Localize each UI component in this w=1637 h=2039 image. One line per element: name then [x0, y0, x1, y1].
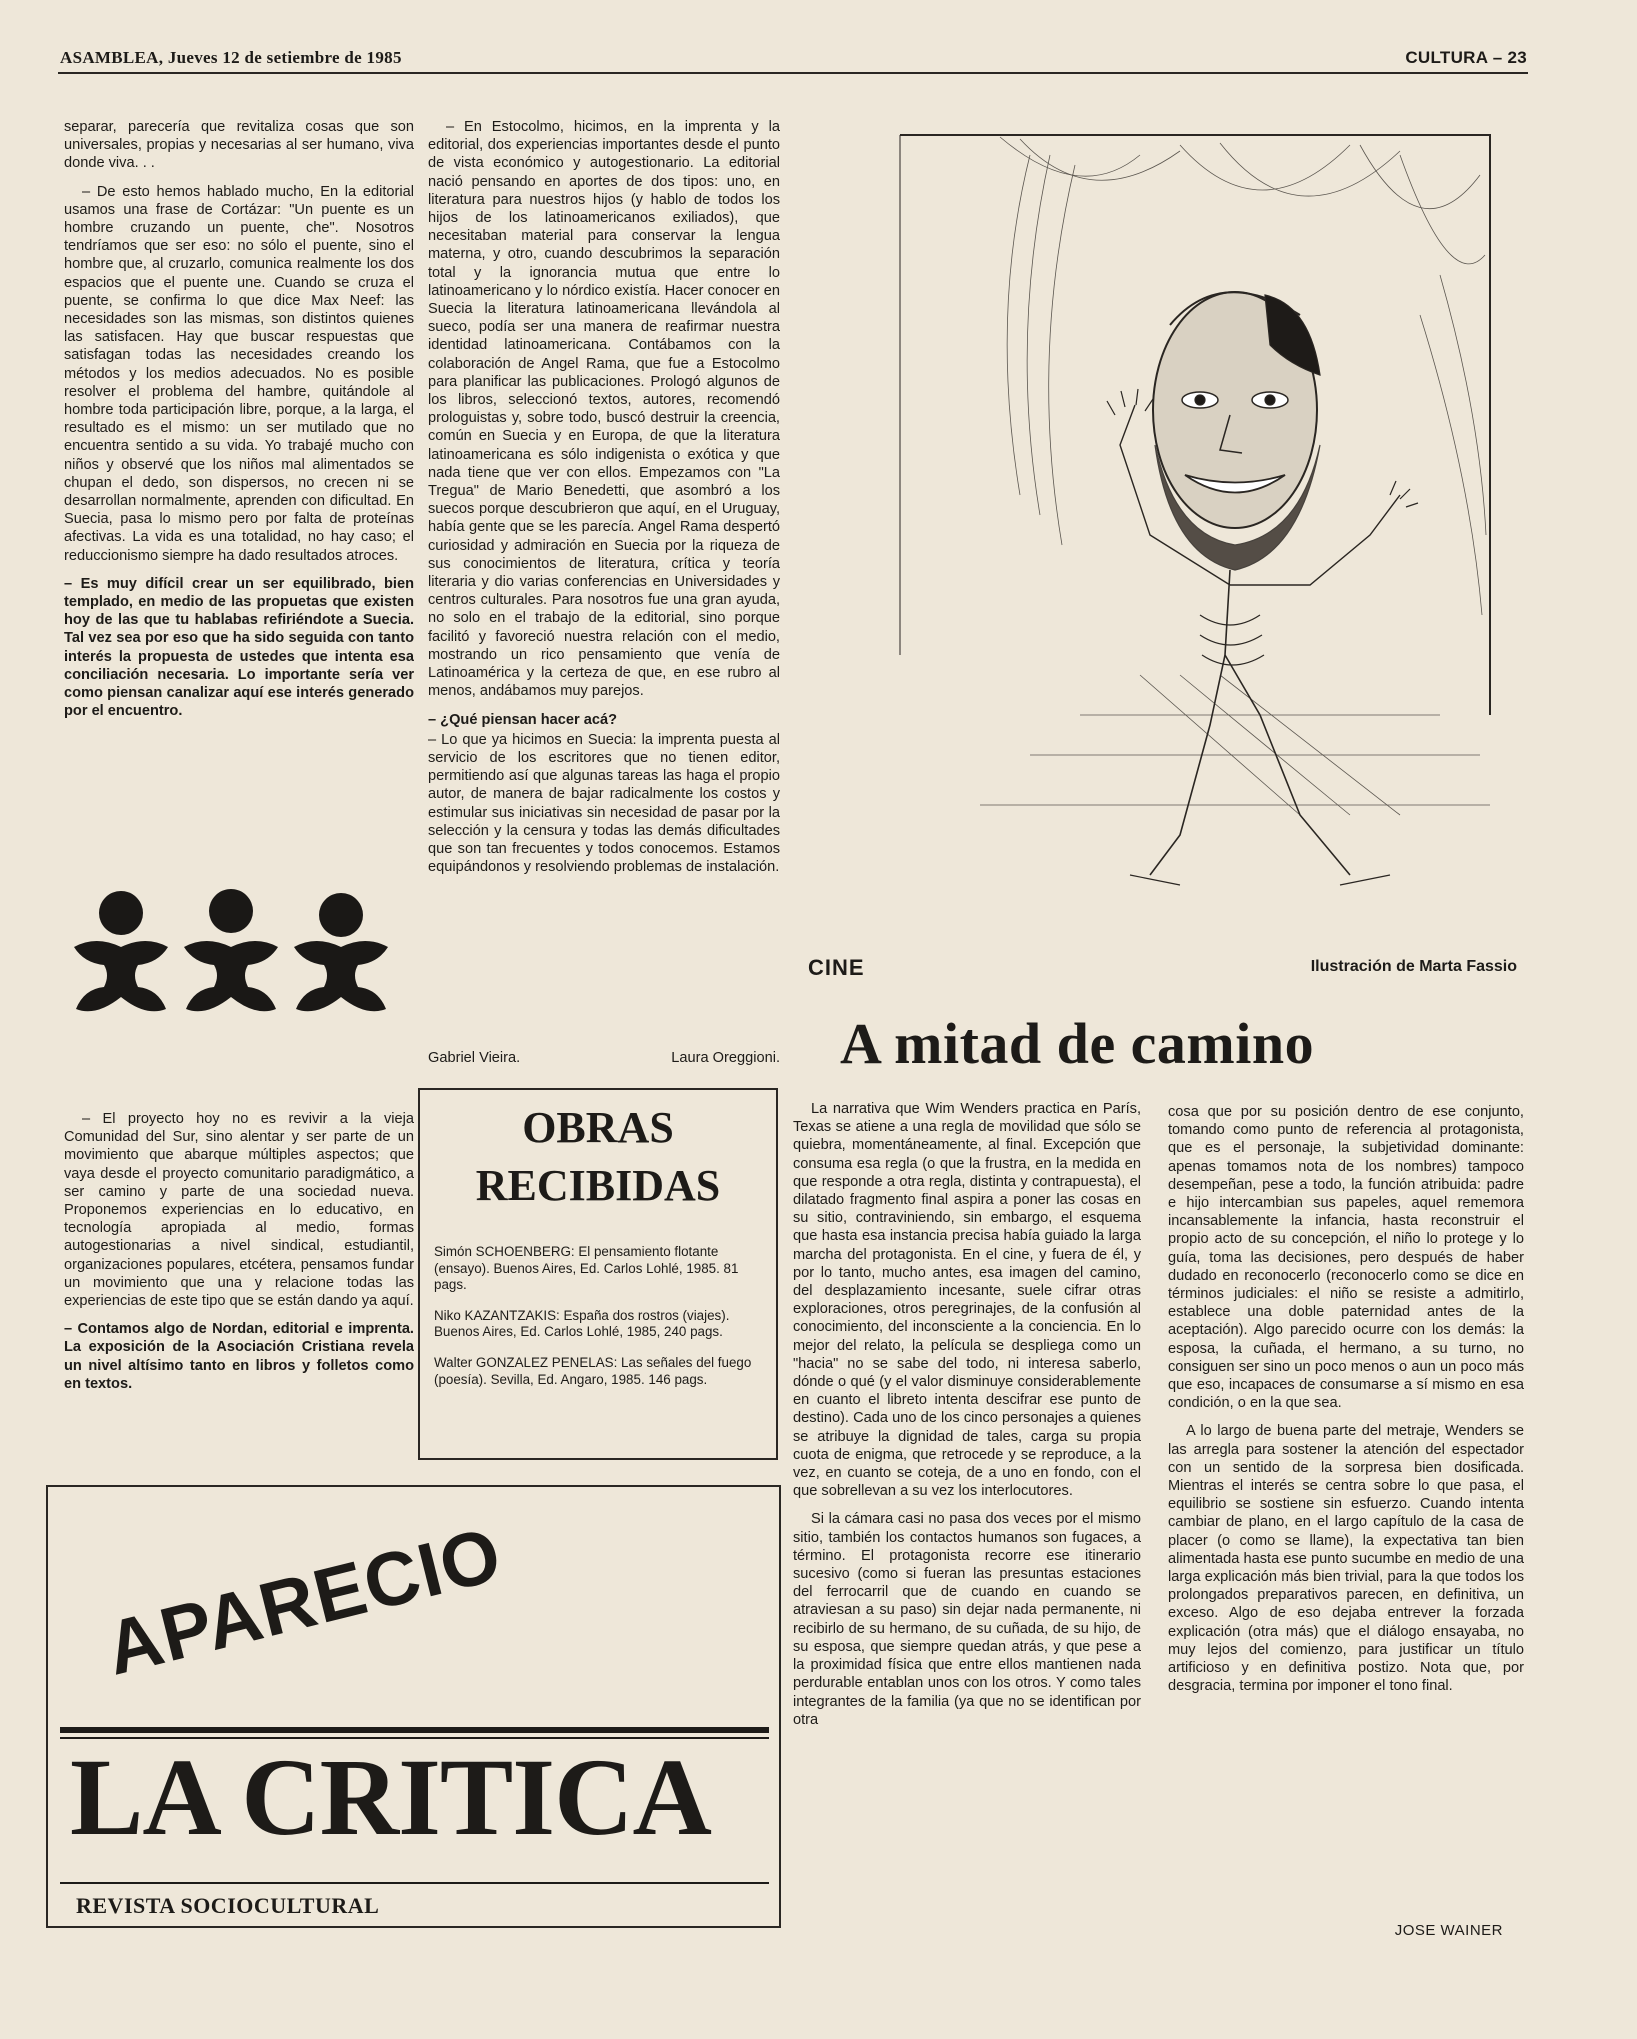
paragraph: Si la cámara casi no pasa dos veces por el mismo sitio, también los contactos humanos son fugaces, a término. El protagonista recorre ese itinerario sucesivo (como si fueran las presuntas estaciones del ferrocarril que de cuando en cuando se atraviesan a su paso) sin dejar nada permanente, ni recibirlo de su hermano, de su cuñada, de su hijo, de su esposa, que siempre quedan atrás, y que pese a la proximidad física que entre ellos mantienen nada perdurable entablan unos con los otros. Y como tales integrantes de la familia (ya que no se identifican por otra — [793, 1511, 1141, 1728]
obras-item: Niko KAZANTZAKIS: España dos rostros (viajes). Buenos Aires, Ed. Carlos Lohlé, 1985, 240 pags. — [434, 1307, 730, 1340]
paragraph: La narrativa que Wim Wenders practica en París, Texas se atiene a una regla de movilidad que sólo se quiebra, momentáneamente, al final. Excepción que consuma esa regla (o que la frustra, en la medida en que responde a otra regla, distinta y contrapuesta), el dilatado fragmento final aspira a poner las cosas en su sitio, contraviniendo, sin embargo, el esquema que hasta esa instancia precisa había guiado la larga marcha del protagonista. En el cine, y fuera de él, y por lo tanto, mucho antes, esa imagen del camino, del desplazamiento incesante, suele cifrar otras exploraciones, otros peregrinajes, de la confusión al conocimiento, del inconsciente a la conciencia. En lo mejor del relato, la película se despliega como un "hacia" no se sabe del todo, ni interesa saberlo, dónde o qué (y el valor disminuye considerablemente en cuanto el libreto intenta descifrar ese punto de destino). Cada uno de los cinco personajes a quienes se atribuye la dignidad de tales, carga su propia cuota de enigma, que retrocede y se reproduce, a la vez, en cuanto se coteja, de a uno en fondo, con el que sobrellevan a su vez los interlocutores. — [793, 1101, 1141, 1500]
question-paragraph: – ¿Qué piensan hacer acá? — [428, 711, 617, 728]
paragraph: A lo largo de buena parte del metraje, Wenders se las arregla para sostener la atención del espectador con un sentido de la sorpresa bien dosificada. Mientras el interés se centra sobre lo que pasa, el equilibrio se sostiene sin esfuerzo. Cuando intenta cambiar de plano, en el largo capítulo de la casa de placer (o como se llame), la expectativa tan bien alimentada hasta ese punto sucumbe en medio de una larga explicación más bien trivial, para la que todos los prolongados preparativos parecen, en definitiva, un exceso. Algo de eso dejaba entrever la forzada explicación (otra más) que el diálogo ensayaba, no muy lejos del comienzo, para justificar un título artificioso y en definitiva postizo. Nota que, por desgracia, termina por imponer el tono final. — [1168, 1423, 1524, 1695]
paragraph: separar, parecería que revitaliza cosas que son universales, propias y necesarias al ser humano, viva donde viva. . . — [64, 119, 414, 172]
comunidad-logo-figures — [66, 885, 396, 1025]
paragraph: cosa que por su posición dentro de ese conjunto, tomando como punto de referencia al protagonista, que es el personaje, la subjetividad dominante: apenas tomamos nota de los nombres) tampoco desempeñan, pese a todo, la función atribuida: padre e hijo intercambian sus papeles, aquel rememora incansablemente la infancia, hasta reconstruir el propio acto de su concepción, el niño lo protege y lo guía, toma las decisiones, pero después de haber dudado en reconocerlo (reconocerlo como se dice en términos judiciales: el niño se resiste a admitirlo, establece una doble paternidad antes de la aceptación). Algo parecido ocurre con los demás: la esposa, la cuñada, el hermano, a su turno, no consiguen ser sino un poco menos o aun un poco más que eso, incapaces de consumarse a sí mismo en esa condición, o en la que sea. — [1168, 1104, 1524, 1412]
signature-left: Gabriel Vieira. — [428, 1050, 521, 1066]
obras-item: Simón SCHOENBERG: El pensamiento flotante (ensayo). Buenos Aires, Ed. Carlos Lohlé, 1985. 81 pags. — [434, 1244, 739, 1293]
section-label-cine: CINE — [808, 955, 865, 980]
paragraph: – En Estocolmo, hicimos, en la imprenta y la editorial, dos experiencias importantes desde el punto de vista económico y autogestionario. La editorial nació pensando en aportes de dos tipos: uno, en literatura para nuestros hijos (y hablo de todos los hijos de los latinoamericanos exiliados), que necesitaban material para conservar la lengua materna, y otro, cuando descubrimos la separación total y la ignorancia mutua que entre lo latinoamericano y lo nórdico existía. Hacer conocer en Suecia la literatura latinoamericana llevándola al sueco, podía ser una manera de reafirmar nuestra identidad latinoamericana. Contábamos con la colaboración de Angel Rama, que fue a Estocolmo para planificar las publicaciones. Prologó algunos de los libros, seleccionó textos, autores, recomendó prologuistas y, sobre todo, buscó destruir la creencia, común en Suecia y en Europa, de que la literatura latinoamericana es sólo indigenista o exótica y que nada tiene que ver con ellos. Empezamos con "La Tregua" de Mario Benedetti, que asombró a los suecos porque descubrieron que aquí, en el Uruguay, había gente que se les parecía. Angel Rama despertó curiosidad y admiración en Suecia por la riqueza de sus conocimientos de literatura, crítica y teoría literaria y dio varias conferencias en Universidades y centros culturales. Para nosotros fue una gran ayuda, no solo en el trabajo de la editorial, sino porque facilitó y favoreció nuestra relación con el medio, mostrando un rico pensamiento que venía de Latinoamérica y la certeza de que, en ese rubro al menos, andábamos muy parejos. — [428, 119, 780, 700]
paragraph: – Lo que ya hicimos en Suecia: la imprenta puesta al servicio de los escritores que no tienen editor, permitiendo así que algunas tareas las haga el propio autor, de manera de bajar radicalmente los costos y estimular sus iniciativas sin necesidad de pasar por la selección y la censura y todas las demás dificultades que son tan frecuentes y todos conocemos. Estamos equipándonos y resolviendo problemas de instalación. — [428, 731, 780, 876]
review-headline: A mitad de camino — [840, 1011, 1315, 1076]
illustration-credit: Ilustración de Marta Fassio — [1310, 958, 1517, 975]
logo-figure — [294, 893, 388, 1011]
review-column-2 — [1168, 1103, 1524, 1923]
obras-title-line-2: RECIBIDAS — [475, 1161, 721, 1210]
la-critica-subtitle: REVISTA SOCIOCULTURAL — [76, 1893, 380, 1918]
question-paragraph: – Contamos algo de Nordan, editorial e imprenta. La exposición de la Asociación Cristiana revela un nivel altísimo tanto en libros y folletos como en textos. — [64, 1321, 414, 1392]
paragraph: – El proyecto hoy no es revivir a la vieja Comunidad del Sur, sino alentar y ser parte de un movimiento que abarque múltiples aspectos; que vaya desde el proyecto comunitario paradigmático, a ser camino y parte de una sociedad nueva. Proponemos experiencias en lo educativo, en tecnología apropiada al medio, formas autogestionarias a nivel sindical, estudiantil, organizaciones populares, etcétera, pensamos fundar un movimiento que una y relacione todas las experiencias de este tipo que se están dando ya aquí. — [64, 1111, 414, 1310]
marta-fassio-illustration — [880, 115, 1520, 915]
obras-title-line-1: OBRAS — [522, 1103, 674, 1152]
interview-column-1-bottom — [64, 1110, 414, 1475]
la-critica-advertisement — [46, 1485, 781, 1928]
header-section-page: CULTURA – 23 — [1405, 48, 1527, 67]
question-paragraph: – Es muy difícil crear un ser equilibrado, bien templado, en medio de las propuetas que existen hoy de las que tu hablabas refiriéndote a Suecia. Tal vez sea por eso que ha sido seguida con tanto interés la propuesta de ustedes que intenta esa conciliación necesaria. Lo importante sería ver como piensan canalizar aquí ese interés generado por el encuentro. — [64, 575, 414, 720]
header-rule — [58, 72, 1528, 74]
paragraph: – De esto hemos hablado mucho, En la editorial usamos una frase de Cortázar: "Un puente es un hombre cruzando un puente, che". Nosotros tendríamos que ser eso: no sólo el puente, sino el hombre que, al cruzarlo, comunica realmente los dos espacios que el puente une. Cuando se cruza el puente, se confirma lo que dice Max Neef: las necesidades son las mismas, son distintos quienes las satisfacen. Hay que buscar respuestas que satisfagan todas las necesidades creando los métodos y los medios adecuados. No es posible resolver el problema del hambre, quitándole al hombre toda participación libre, porque, a la larga, el resultado es el mismo: un ser mutilado que no encuentra sentido a su vida. Yo trabajé mucho con niños y observé que los niños mal alimentados se chupan el dedo, son dispersos, no crecen ni se desarrollan normalmente, aprenden con dificultad. En Suecia, pasa lo mismo pero por falta de proteínas afectivas. La vida es una totalidad, no hay caso; el reduccionismo siempre ha dado resultados atroces. — [64, 183, 414, 564]
obras-item: Walter GONZALEZ PENELAS: Las señales del fuego (poesía). Sevilla, Ed. Angaro, 1985. 146 pags. — [434, 1354, 752, 1387]
la-critica-title: LA CRITICA — [70, 1736, 711, 1858]
interview-column-1-top — [64, 118, 414, 843]
ad-rule — [60, 1882, 769, 1884]
ad-rule — [60, 1727, 769, 1733]
review-byline: JOSE WAINER — [1394, 1922, 1503, 1939]
review-column-1 — [793, 1100, 1141, 1970]
signature-right: Laura Oreggioni. — [671, 1050, 780, 1066]
obras-recibidas-box — [418, 1088, 778, 1460]
header-date: ASAMBLEA, Jueves 12 de setiembre de 1985 — [60, 48, 402, 67]
obras-list — [434, 1244, 766, 1402]
logo-figure — [184, 889, 278, 1011]
logo-figure — [74, 891, 168, 1011]
interview-column-2 — [428, 118, 780, 1068]
aparecio-word: APARECIO — [97, 1511, 510, 1692]
